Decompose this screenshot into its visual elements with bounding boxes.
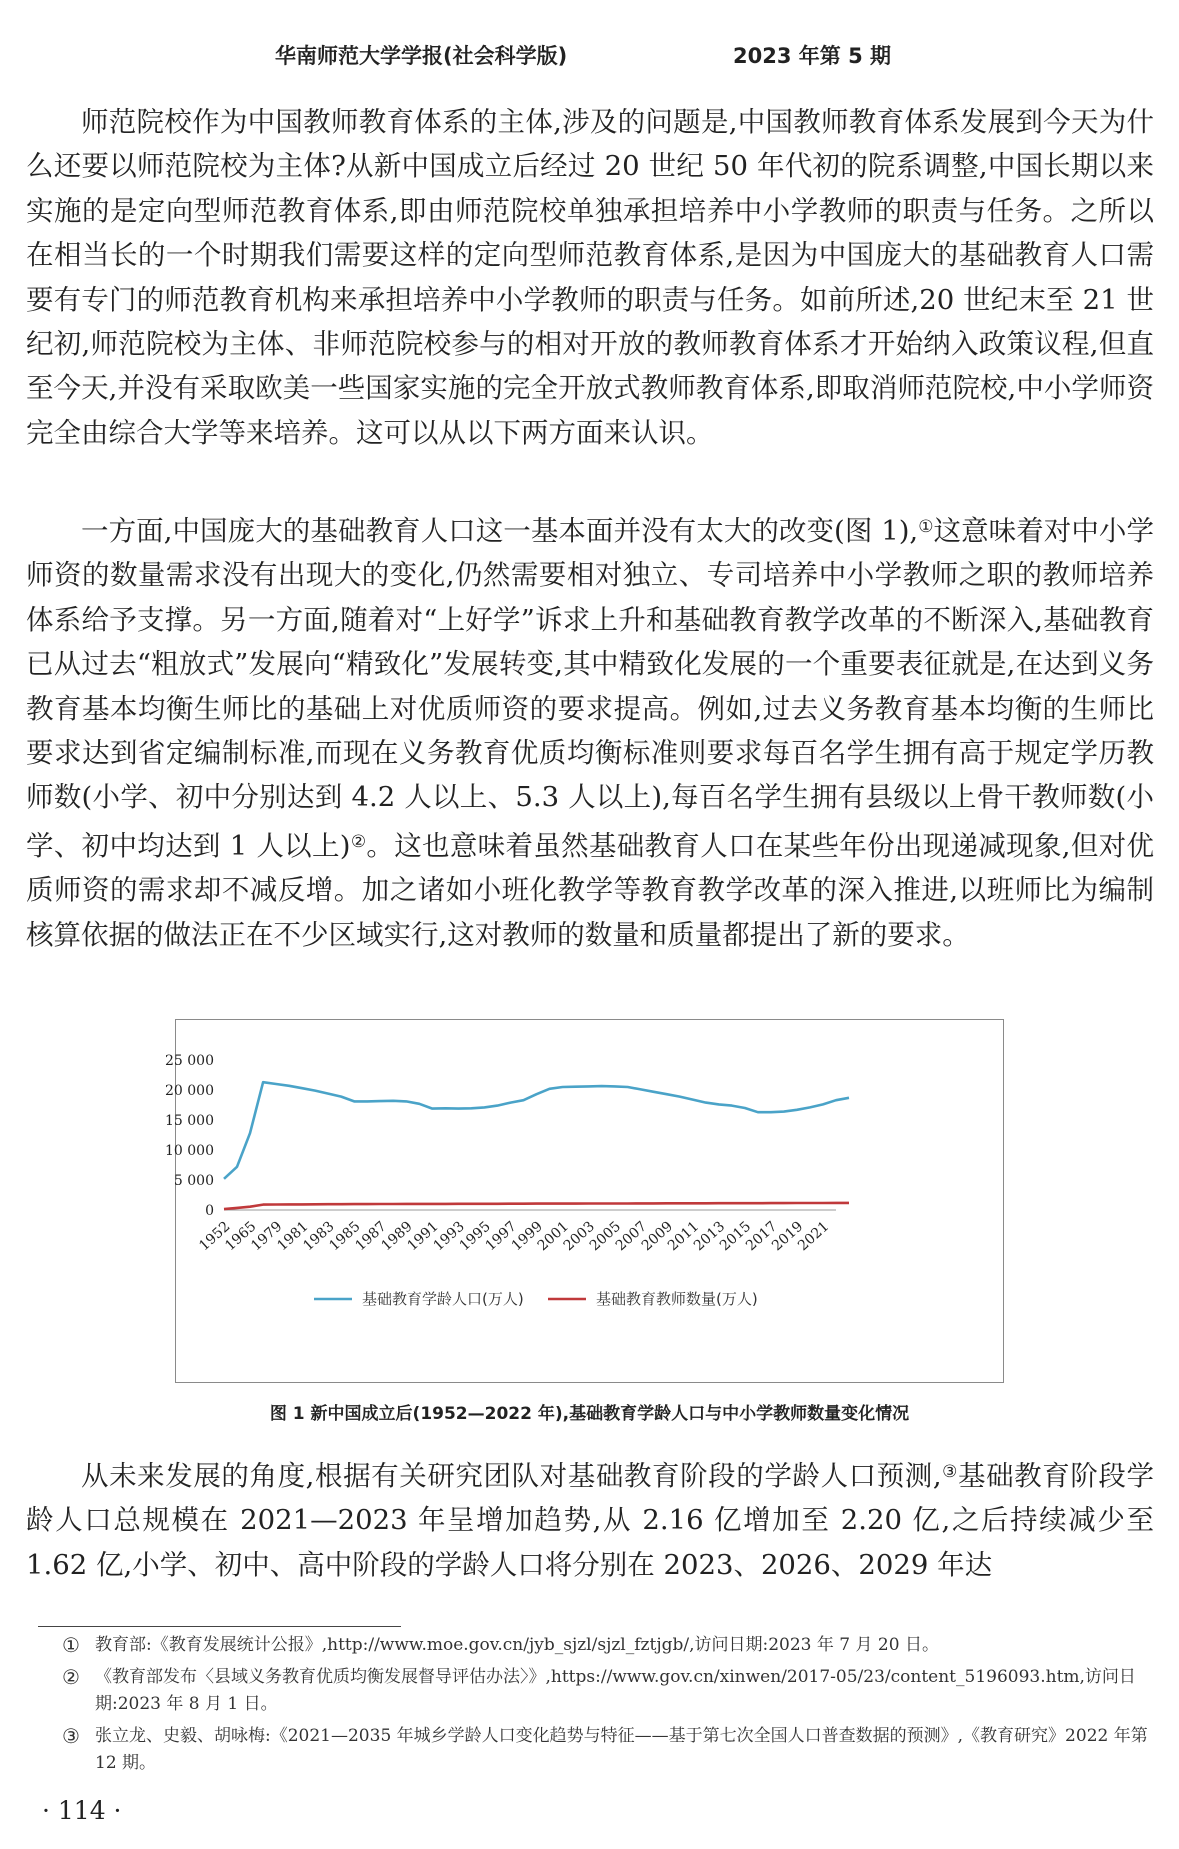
footnote-1 <box>60 1632 1160 1660</box>
paragraph-2 <box>26 505 1154 957</box>
footnote-2-mark: ② <box>62 1664 80 1689</box>
x-tick-label: 2017 <box>743 1218 781 1255</box>
x-tick-label: 2007 <box>612 1218 651 1255</box>
footnote-3 <box>60 1723 1160 1778</box>
footnote-1-mark: ① <box>62 1633 80 1657</box>
x-tick-label: 1999 <box>508 1218 546 1255</box>
y-tick-label: 5 000 <box>173 1173 214 1189</box>
running-header <box>0 34 1179 74</box>
paragraph-1: 师范院校作为中国教师教育体系的主体,涉及的问题是,中国教师教育体系发展到今天为什么还要以师范院校为主体?从新中国成立后经过 20 世纪 50 年代初的院系调整,中国长期以来实施的是定向型师范教育体系,即由师范院校单独承担培养中小学教师的职责与任务。之所以在相当长的一个时期我们需要这样的定向型师范教育体系,是因为中国庞大的基础教育人口需要有专门的师范教育机构来承担培养中小学教师的职责与任务。如前所述,20 世纪末至 21 世纪初,师范院校为主体、非师范院校参与的相对开放的教师教育体系才开始纳入政策议程,但直至今天,并没有采取欧美一些国家实施的完全开放式教师教育体系,即取消师范院校,中小学师资完全由综合大学等来培养。这可以从以下两方面来认识。 <box>26 106 1154 449</box>
footnotes <box>60 1628 1160 1778</box>
paragraph-2-part-c: 。这也意味着虽然基础教育人口在某些年份出现递减现象,但对优质师资的需求却不减反增。加之诸如小班化教学等教育教学改革的深入推进,以班师比为编制核算依据的做法正在不少区域实行,这对教师的数量和质量都提出了新的要求。 <box>26 829 1154 951</box>
x-tick-label: 2015 <box>717 1218 755 1255</box>
x-tick-label: 2005 <box>586 1218 625 1255</box>
x-tick-label: 1965 <box>222 1218 260 1255</box>
footnote-3-text: 张立龙、史毅、胡咏梅:《2021—2035 年城乡学龄人口变化趋势与特征——基于第七次全国人口普查数据的预测》,《教育研究》2022 年第 12 期。 <box>95 1725 1148 1773</box>
footnote-2-text: 《教育部发布〈县域义务教育优质均衡发展督导评估办法〉》,https://www.gov.cn/xinwen/2017-05/23/content_5196093.htm,访问日期:2023 年 8 月 1 日。 <box>95 1666 1136 1714</box>
x-tick-label: 1952 <box>196 1218 234 1255</box>
x-tick-label: 1981 <box>274 1218 312 1255</box>
x-tick-label: 1983 <box>300 1218 338 1255</box>
x-tick-label: 1989 <box>378 1218 416 1255</box>
paragraph-2-part-a: 一方面,中国庞大的基础教育人口这一基本面并没有太大的改变(图 1), <box>81 515 919 547</box>
footnote-ref-1[interactable]: ① <box>918 517 934 537</box>
figure-1-chart <box>165 1019 1004 1383</box>
footnote-2 <box>60 1664 1160 1719</box>
x-tick-label: 2011 <box>664 1218 703 1255</box>
legend-label-2: 基础教育教师数量(万人) <box>596 1290 758 1308</box>
x-tick-label: 2001 <box>534 1218 572 1255</box>
x-tick-label: 2013 <box>690 1218 729 1255</box>
footnote-divider <box>38 1626 401 1627</box>
x-tick-label: 1993 <box>430 1218 468 1255</box>
footnote-ref-2[interactable]: ② <box>350 831 367 852</box>
x-tick-label: 2019 <box>769 1218 807 1255</box>
y-tick-label: 0 <box>205 1203 214 1219</box>
footnote-3-mark: ③ <box>62 1723 80 1748</box>
x-tick-label: 1991 <box>404 1218 442 1255</box>
x-tick-label: 1997 <box>482 1218 520 1255</box>
y-tick-label: 15 000 <box>165 1113 214 1129</box>
paragraph-3-part-a: 从未来发展的角度,根据有关研究团队对基础教育阶段的学龄人口预测, <box>81 1460 942 1492</box>
x-tick-label: 1985 <box>326 1218 364 1255</box>
footnote-ref-3[interactable]: ③ <box>941 1462 958 1482</box>
paragraph-2-part-b: 这意味着对中小学师资的数量需求没有出现大的变化,仍然需要相对独立、专司培养中小学教师之职的教师培养体系给予支撑。另一方面,随着对“上好学”诉求上升和基础教育教学改革的不断深入,基础教育已从过去“粗放式”发展向“精致化”发展转变,其中精致化发展的一个重要表征就是,在达到义务教育基本均衡生师比的基础上对优质师资的要求提高。例如,过去义务教育基本均衡的生师比要求达到省定编制标准,而现在义务教育优质均衡标准则要求每百名学生拥有高于规定学历教师数(小学、初中分别达到 4.2 人以上、5.3 人以上),每百名学生拥有县级以上骨干教师数(小学、初中均达到 1 人以上) <box>26 515 1154 862</box>
paragraph-3 <box>26 1450 1154 1587</box>
legend-label-1: 基础教育学龄人口(万人) <box>362 1290 524 1308</box>
page-number: · 114 · <box>42 1796 122 1825</box>
paragraph-3-part-b: 基础教育阶段学龄人口总规模在 2021—2023 年呈增加趋势,从 2.16 亿增加至 2.20 亿,之后持续减少至 1.62 亿,小学、初中、高中阶段的学龄人口将分别在 2023、2026、2029 年达 <box>26 1460 1155 1581</box>
line-chart-svg <box>165 1020 1005 1384</box>
x-tick-label: 1979 <box>248 1218 286 1255</box>
footnote-1-text: 教育部:《教育发展统计公报》,http://www.moe.gov.cn/jyb_sjzl/sjzl_fztjgb/,访问日期:2023 年 7 月 20 日。 <box>95 1635 939 1655</box>
series-line-2 <box>224 1203 849 1209</box>
y-tick-label: 20 000 <box>165 1083 214 1099</box>
x-tick-label: 2003 <box>560 1218 598 1255</box>
issue-label: 2023 年第 5 期 <box>733 44 891 68</box>
journal-title: 华南师范大学学报(社会科学版) <box>275 44 568 68</box>
y-tick-label: 25 000 <box>165 1053 214 1069</box>
y-tick-label: 10 000 <box>165 1143 214 1159</box>
x-tick-label: 1995 <box>456 1218 494 1255</box>
x-tick-label: 1987 <box>352 1218 390 1255</box>
x-tick-label: 2009 <box>638 1218 677 1255</box>
x-tick-label: 2021 <box>795 1218 833 1255</box>
figure-caption: 图 1 新中国成立后(1952—2022 年),基础教育学龄人口与中小学教师数量变化情况 <box>269 1404 910 1424</box>
series-line-1 <box>224 1082 849 1179</box>
